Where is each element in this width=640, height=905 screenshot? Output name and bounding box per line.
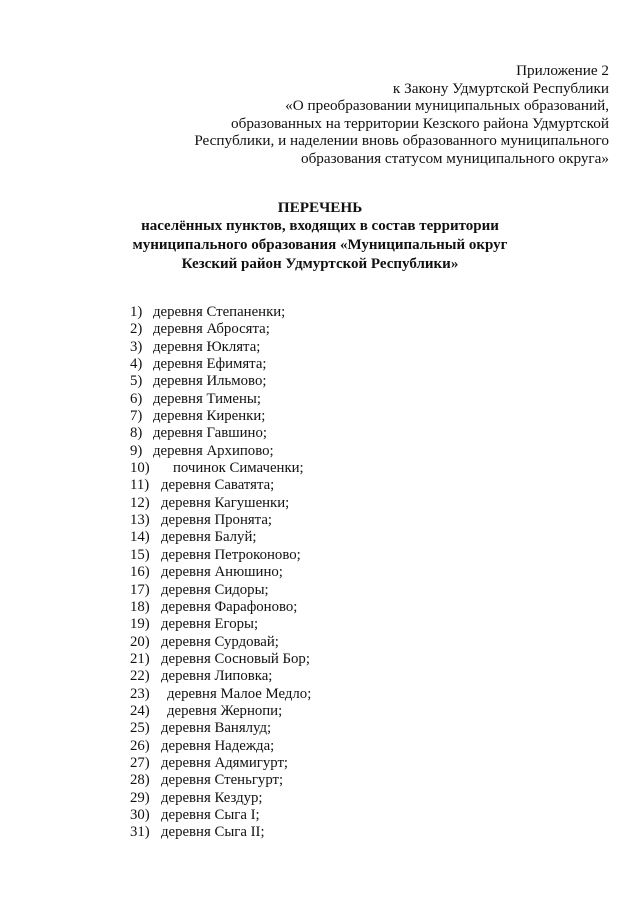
list-item-name: деревня Сидоры;: [161, 581, 269, 598]
list-item-name: деревня Сыга I;: [161, 806, 260, 823]
list-item-number: 12): [130, 494, 150, 511]
list-item-number: 3): [130, 338, 143, 355]
list-item-number: 20): [130, 633, 150, 650]
list-item: [0, 634, 640, 651]
list-item-number: 1): [130, 304, 143, 320]
list-item: [0, 790, 640, 807]
list-item: [0, 408, 640, 425]
list-item-name: деревня Сосновый Бор;: [161, 650, 310, 667]
annex-line: Республики, и наделении вновь образованного муниципального: [194, 132, 609, 150]
list-item: [0, 373, 640, 390]
list-item-number: 11): [130, 477, 150, 494]
list-item: [0, 686, 640, 703]
list-item-name: деревня Тимены;: [153, 390, 261, 407]
list-item: [0, 547, 640, 564]
list-item-name: деревня Степаненки;: [153, 304, 286, 320]
list-item: [0, 755, 640, 772]
list-item: [0, 599, 640, 616]
list-item-number: 14): [130, 529, 150, 546]
list-item-name: деревня Егоры;: [161, 616, 259, 633]
annex-line: образованных на территории Кезского района Удмуртской: [231, 114, 609, 132]
list-item-name: деревня Ильмово;: [153, 373, 267, 390]
settlement-list: [0, 304, 640, 842]
list-item-number: 21): [130, 650, 150, 667]
list-item-number: 19): [130, 616, 150, 633]
list-item-name: деревня Киренки;: [153, 408, 266, 425]
list-item-number: 15): [130, 546, 150, 563]
list-item: [0, 616, 640, 633]
list-item-number: 30): [130, 806, 150, 823]
list-item: [0, 564, 640, 581]
list-item-name: деревня Пронята;: [161, 512, 273, 529]
list-item-number: 7): [130, 408, 143, 425]
list-item-name: деревня Абросята;: [153, 321, 270, 338]
list-item: [0, 529, 640, 546]
list-item-name: деревня Юклята;: [153, 338, 261, 355]
list-item: [0, 703, 640, 720]
list-item-number: 5): [130, 373, 143, 390]
list-item: [0, 582, 640, 599]
list-item-name: деревня Сурдовай;: [161, 633, 279, 650]
list-item-name: деревня Анюшино;: [161, 564, 283, 581]
list-item: [0, 772, 640, 789]
list-item-number: 26): [130, 737, 150, 754]
list-item-number: 9): [130, 442, 143, 459]
list-item: [0, 477, 640, 494]
list-item: [0, 425, 640, 442]
list-item: [0, 720, 640, 737]
list-item-number: 10): [130, 460, 150, 477]
list-item: [0, 304, 640, 321]
list-item-name: деревня Кездур;: [161, 789, 263, 806]
list-item: [0, 651, 640, 668]
list-item: [0, 512, 640, 529]
list-item-name: деревня Кагушенки;: [161, 494, 290, 511]
list-item-number: 25): [130, 720, 150, 737]
subtitle-line: населённых пунктов, входящих в состав территории: [141, 218, 499, 234]
list-item: [0, 321, 640, 338]
list-item-name: деревня Фарафоново;: [161, 598, 298, 615]
list-item: [0, 443, 640, 460]
subtitle-line: Кезский район Удмуртской Республики»: [181, 256, 459, 272]
list-item-name: деревня Стеньгурт;: [161, 772, 284, 789]
list-item-number: 18): [130, 598, 150, 615]
list-item: [0, 738, 640, 755]
list-item: [0, 807, 640, 824]
list-item-number: 6): [130, 390, 143, 407]
list-item-name: деревня Липовка;: [161, 668, 273, 685]
list-item-number: 27): [130, 754, 150, 771]
list-item: [0, 460, 640, 477]
list-item: [0, 339, 640, 356]
annex-block: [139, 62, 609, 168]
list-item-name: деревня Саватята;: [161, 477, 275, 494]
list-item-number: 22): [130, 668, 150, 685]
list-item-name: деревня Ефимята;: [153, 356, 267, 373]
list-item-name: деревня Жернопи;: [167, 702, 283, 719]
list-item-name: деревня Сыга II;: [161, 824, 265, 841]
annex-line: к Закону Удмуртской Республики: [392, 79, 609, 97]
annex-line: Приложение 2: [516, 62, 609, 79]
list-item-name: деревня Малое Медло;: [167, 685, 312, 702]
list-item: [0, 495, 640, 512]
list-item-name: деревня Балуй;: [161, 529, 257, 546]
list-item: [0, 824, 640, 841]
list-item-number: 29): [130, 789, 150, 806]
list-item-name: починок Симаченки;: [173, 460, 304, 477]
list-item-number: 8): [130, 425, 143, 442]
list-item-name: деревня Ванялуд;: [161, 720, 272, 737]
list-item-name: деревня Гавшино;: [153, 425, 267, 442]
annex-line: «О преобразовании муниципальных образований,: [285, 97, 609, 115]
list-item-number: 31): [130, 824, 150, 841]
list-item: [0, 668, 640, 685]
list-item-name: деревня Петроконово;: [161, 546, 301, 563]
list-item-number: 24): [130, 702, 150, 719]
list-item-number: 13): [130, 512, 150, 529]
list-item: [0, 391, 640, 408]
subtitle-line: муниципального образования «Муниципальный округ: [132, 237, 508, 253]
list-item-name: деревня Адямигурт;: [161, 754, 289, 771]
annex-line: образования статусом муниципального округа»: [300, 149, 609, 167]
list-item-number: 16): [130, 564, 150, 581]
document-title: ПЕРЕЧЕНЬ: [277, 199, 363, 216]
list-item-number: 23): [130, 685, 150, 702]
list-item: [0, 356, 640, 373]
list-item-number: 2): [130, 321, 143, 338]
document-subtitle: [0, 217, 640, 274]
list-item-number: 28): [130, 772, 150, 789]
list-item-name: деревня Надежда;: [161, 737, 275, 754]
list-item-name: деревня Архипово;: [153, 442, 274, 459]
list-item-number: 4): [130, 356, 143, 373]
list-item-number: 17): [130, 581, 150, 598]
